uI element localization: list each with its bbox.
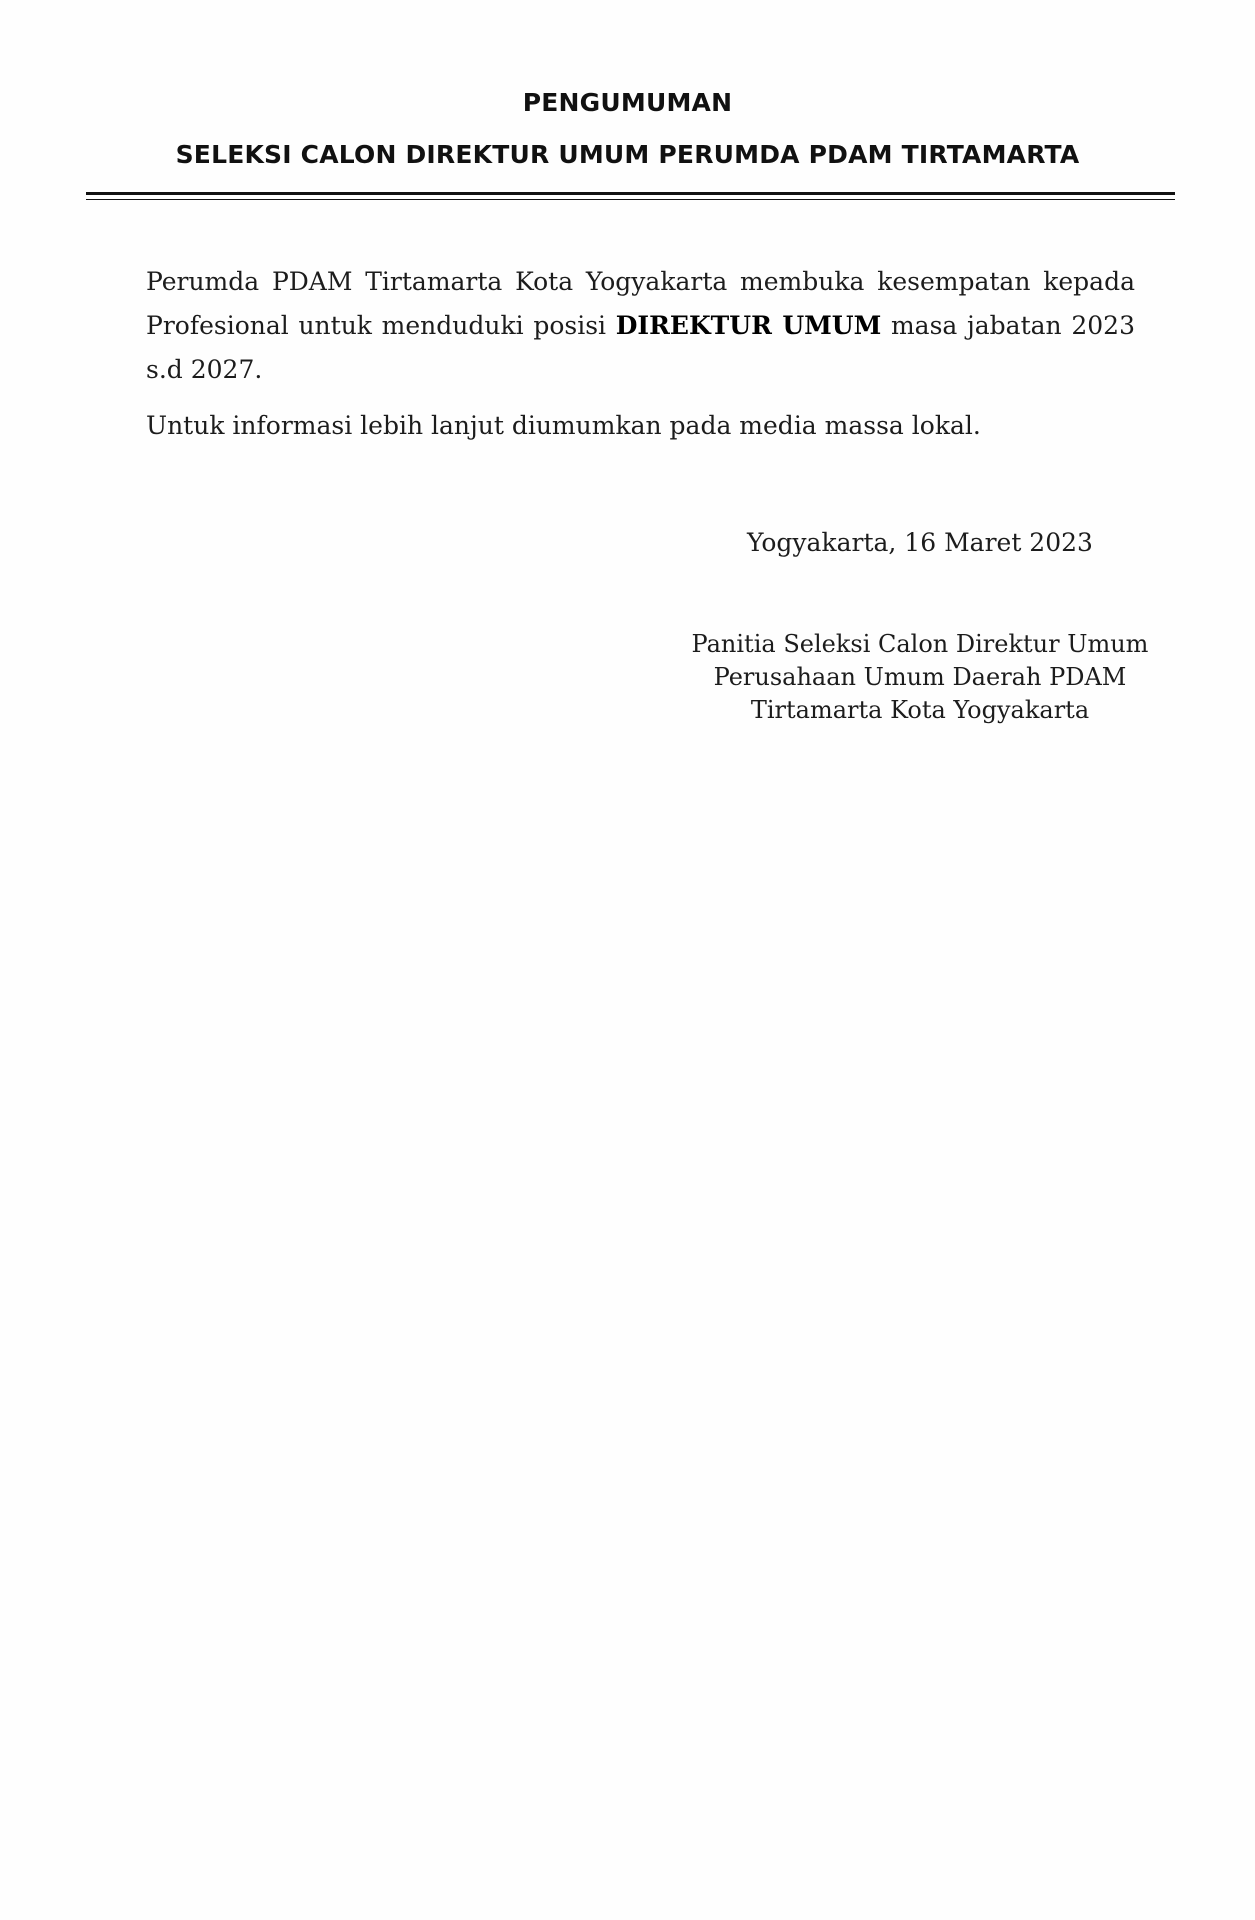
page-title: PENGUMUMAN [522, 88, 733, 117]
info-paragraph: Untuk informasi lebih lanjut diumumkan pada media massa lokal. [146, 411, 981, 440]
paragraph-text-start: Perumda PDAM Tirtamarta Kota Yogyakarta membuka kesempatan kepada Profesional untuk menduduki posisi [146, 267, 1135, 340]
signatory-line: Perusahaan Umum Daerah PDAM [713, 663, 1127, 691]
signatory-block [680, 628, 1160, 727]
position-name: DIREKTUR UMUM [615, 311, 882, 340]
signatory-line: Panitia Seleksi Calon Direktur Umum [691, 630, 1149, 658]
announcement-paragraph [146, 260, 1135, 392]
header-divider-thin [86, 199, 1175, 200]
header-divider-thick [86, 192, 1175, 195]
signatory-line: Tirtamarta Kota Yogyakarta [750, 696, 1090, 724]
paragraph-text-end: masa jabatan 2023 s.d 2027. [146, 311, 1135, 384]
place-date: Yogyakarta, 16 Maret 2023 [747, 528, 1093, 557]
page-subtitle: SELEKSI CALON DIREKTUR UMUM PERUMDA PDAM TIRTAMARTA [175, 140, 1080, 169]
